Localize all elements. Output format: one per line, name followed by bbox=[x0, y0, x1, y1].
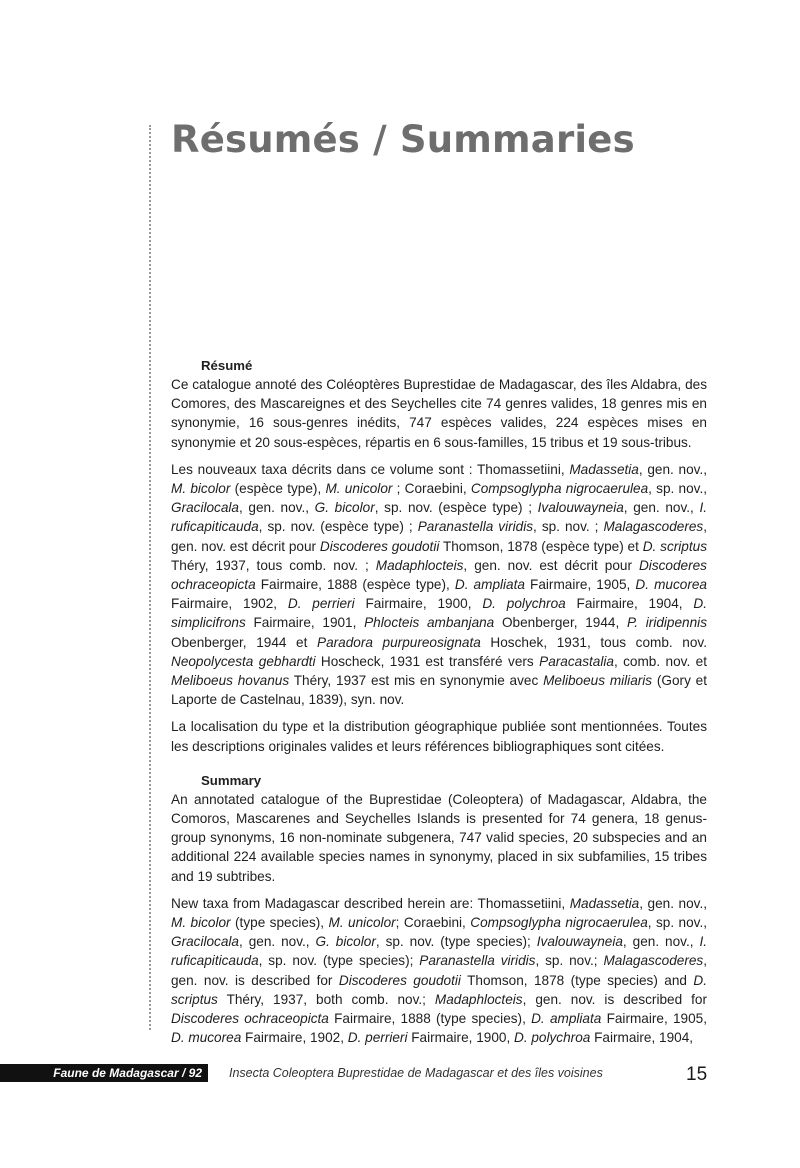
text-run: Ce catalogue annoté des Coléoptères Buprestidae de Madagascar, des îles Aldabra, des Comores, des Mascareignes et des Seychelles cite 74 genres valides, 18 genres mis en synonymie, 16 sous-genres inédits, 747 espèces valides, 224 espèces mises en synonymie et 20 sous-espèces, répartis en 6 sous-familles, 15 tribus et 19 sous-tribus. bbox=[171, 377, 707, 450]
text-run: Fairmaire, 1888 (espèce type), bbox=[255, 577, 455, 593]
taxon-name: M. bicolor bbox=[171, 915, 231, 931]
resume-paragraphs bbox=[171, 375, 707, 756]
taxon-name: Compsoglypha nigrocaerulea bbox=[470, 915, 648, 931]
taxon-name: D. polychroa bbox=[482, 596, 566, 612]
text-run: , gen. nov., bbox=[239, 500, 315, 516]
text-run: Thomson, 1878 (espèce type) et bbox=[439, 538, 643, 554]
page-title: Résumés / Summaries bbox=[171, 118, 635, 161]
text-run: Fairmaire, 1904, bbox=[590, 1030, 694, 1046]
text-run: , sp. nov.; bbox=[535, 953, 604, 969]
text-run: Fairmaire, 1900, bbox=[407, 1030, 514, 1046]
text-run: , gen. nov., bbox=[638, 461, 707, 477]
text-run: , gen. nov., bbox=[239, 934, 316, 950]
page-number: 15 bbox=[686, 1064, 708, 1085]
taxon-name: P. iridipennis bbox=[626, 615, 707, 631]
text-run: , gen. nov. is described for bbox=[171, 953, 707, 988]
taxon-name: I. ruficapiticauda bbox=[171, 500, 708, 535]
text-run: Fairmaire, 1902, bbox=[241, 1030, 348, 1046]
summary-section bbox=[171, 772, 707, 1048]
text-run: , gen. nov. est décrit pour bbox=[171, 519, 707, 554]
text-run: Fairmaire, 1902, bbox=[171, 596, 288, 612]
taxon-name: Madassetia bbox=[569, 461, 639, 477]
summary-heading: Summary bbox=[201, 772, 262, 788]
taxon-name: I. ruficapiticauda bbox=[171, 934, 707, 969]
taxon-name: M. unicolor bbox=[325, 481, 393, 497]
text-run: , sp. nov. ; bbox=[533, 519, 604, 535]
text-run: Théry, 1937 est mis en synonymie avec bbox=[289, 673, 544, 689]
taxon-name: D. ampliata bbox=[454, 577, 525, 593]
taxon-name: Ivalouwayneia bbox=[537, 500, 624, 516]
taxon-name: D. ampliata bbox=[531, 1011, 602, 1027]
taxon-name: G. bicolor bbox=[314, 500, 375, 516]
text-run: Fairmaire, 1905, bbox=[524, 577, 636, 593]
text-run: Fairmaire, 1888 (type species), bbox=[328, 1011, 532, 1027]
text-run: Les nouveaux taxa décrits dans ce volume sont : Thomassetiini, bbox=[171, 461, 570, 477]
taxon-name: Malagascoderes bbox=[603, 519, 704, 535]
text-run: Fairmaire, 1905, bbox=[601, 1011, 707, 1027]
running-footer-title: Insecta Coleoptera Buprestidae de Madagascar et des îles voisines bbox=[229, 1066, 603, 1080]
text-run: , sp. nov., bbox=[647, 915, 707, 931]
text-run: , sp. nov. (type species); bbox=[258, 953, 420, 969]
paragraph bbox=[171, 375, 707, 452]
text-run: , sp. nov. (type species); bbox=[375, 934, 537, 950]
taxon-name: Madassetia bbox=[569, 895, 640, 911]
paragraph bbox=[171, 790, 707, 886]
taxon-name: Madaphlocteis bbox=[375, 557, 464, 573]
taxon-name: Paracastalia bbox=[539, 653, 614, 669]
taxon-name: D. perrieri bbox=[347, 1030, 408, 1046]
text-run: Hoscheck, 1931 est transféré vers bbox=[315, 653, 540, 669]
dotted-margin-rule bbox=[149, 125, 151, 1030]
text-run: Théry, 1937, both comb. nov.; bbox=[217, 991, 435, 1007]
taxon-name: D. scriptus bbox=[642, 538, 707, 554]
resume-heading: Résumé bbox=[201, 358, 253, 373]
taxon-name: D. scriptus bbox=[171, 972, 707, 1007]
text-run: , gen. nov. is described for bbox=[522, 991, 707, 1007]
text-run: La localisation du type et la distribution géographique publiée sont mentionnées. Toutes les descriptions originales valides et leurs références bibliographiques sont citées. bbox=[171, 719, 707, 754]
text-run: (type species), bbox=[230, 915, 329, 931]
series-label-text: Faune de Madagascar / 92 bbox=[53, 1066, 202, 1080]
summary-paragraphs bbox=[171, 790, 707, 1048]
paragraph bbox=[171, 894, 707, 1048]
taxon-name: M. bicolor bbox=[171, 481, 231, 497]
taxon-name: Ivalouwayneia bbox=[536, 934, 623, 950]
text-run: , gen. nov. est décrit pour bbox=[463, 557, 639, 573]
text-run: (espèce type), bbox=[230, 481, 326, 497]
text-run: New taxa from Madagascar described herein are: Thomassetiini, bbox=[171, 895, 570, 911]
taxon-name: D. simplicifrons bbox=[171, 596, 708, 631]
text-run: , gen. nov., bbox=[639, 895, 708, 911]
taxon-name: D. mucorea bbox=[171, 1030, 242, 1046]
taxon-name: D. polychroa bbox=[514, 1030, 591, 1046]
text-run: Théry, 1937, tous comb. nov. ; bbox=[171, 557, 376, 573]
text-run: , gen. nov., bbox=[622, 934, 700, 950]
text-run: ; Coraebini, bbox=[392, 481, 471, 497]
text-run: , gen. nov., bbox=[623, 500, 700, 516]
taxon-name: Paradora purpureosignata bbox=[317, 634, 481, 650]
main-content bbox=[171, 357, 707, 1056]
series-label bbox=[0, 1064, 208, 1082]
taxon-name: Paranastella viridis bbox=[419, 953, 536, 969]
text-run: ; Coraebini, bbox=[395, 915, 471, 931]
text-run: An annotated catalogue of the Buprestidae (Coleoptera) of Madagascar, Aldabra, the Comoros, Mascarenes and Seychelles Islands is presented for 74 genera, 18 genus-group synonyms, 16 non-nominate subgenera, 747 valid species, 20 subspecies and an additional 224 available species names in synonymy, placed in six subfamilies, 15 tribes and 19 subtribes. bbox=[171, 791, 707, 884]
text-run: , sp. nov. (espèce type) ; bbox=[258, 519, 418, 535]
taxon-name: Meliboeus hovanus bbox=[171, 673, 290, 689]
taxon-name: Discoderes goudotii bbox=[319, 538, 440, 554]
taxon-name: Malagascoderes bbox=[603, 953, 704, 969]
taxon-name: Meliboeus miliaris bbox=[543, 673, 653, 689]
paragraph bbox=[171, 717, 707, 755]
text-run: Fairmaire, 1900, bbox=[354, 596, 483, 612]
text-run: Obenberger, 1944, bbox=[494, 615, 627, 631]
taxon-name: Discoderes goudotii bbox=[338, 972, 461, 988]
taxon-name: Madaphlocteis bbox=[434, 991, 523, 1007]
paragraph bbox=[171, 460, 707, 710]
resume-section bbox=[171, 357, 707, 756]
text-run: Hoschek, 1931, tous comb. nov. bbox=[480, 634, 707, 650]
text-run: Obenberger, 1944 et bbox=[171, 634, 318, 650]
taxon-name: Gracilocala bbox=[171, 934, 239, 950]
taxon-name: Gracilocala bbox=[171, 500, 239, 516]
text-run: Thomson, 1878 (type species) and bbox=[460, 972, 694, 988]
taxon-name: Paranastella viridis bbox=[417, 519, 534, 535]
taxon-name: Neopolycesta gebhardti bbox=[171, 653, 316, 669]
taxon-name: D. perrieri bbox=[287, 596, 355, 612]
taxon-name: Discoderes ochraceopicta bbox=[171, 557, 707, 593]
taxon-name: M. unicolor bbox=[328, 915, 396, 931]
taxon-name: Phlocteis ambanjana bbox=[364, 615, 495, 631]
taxon-name: D. mucorea bbox=[635, 577, 707, 593]
text-run: (Gory et Laporte de Castelnau, 1839), syn. nov. bbox=[171, 673, 708, 708]
text-run: , comb. nov. et bbox=[613, 653, 707, 669]
taxon-name: Compsoglypha nigrocaerulea bbox=[470, 481, 649, 497]
taxon-name: Discoderes ochraceopicta bbox=[171, 1011, 329, 1027]
text-run: , sp. nov. (espèce type) ; bbox=[374, 500, 538, 516]
text-run: Fairmaire, 1901, bbox=[245, 615, 365, 631]
text-run: Fairmaire, 1904, bbox=[565, 596, 694, 612]
text-run: , sp. nov., bbox=[648, 481, 708, 497]
taxon-name: G. bicolor bbox=[315, 934, 376, 950]
